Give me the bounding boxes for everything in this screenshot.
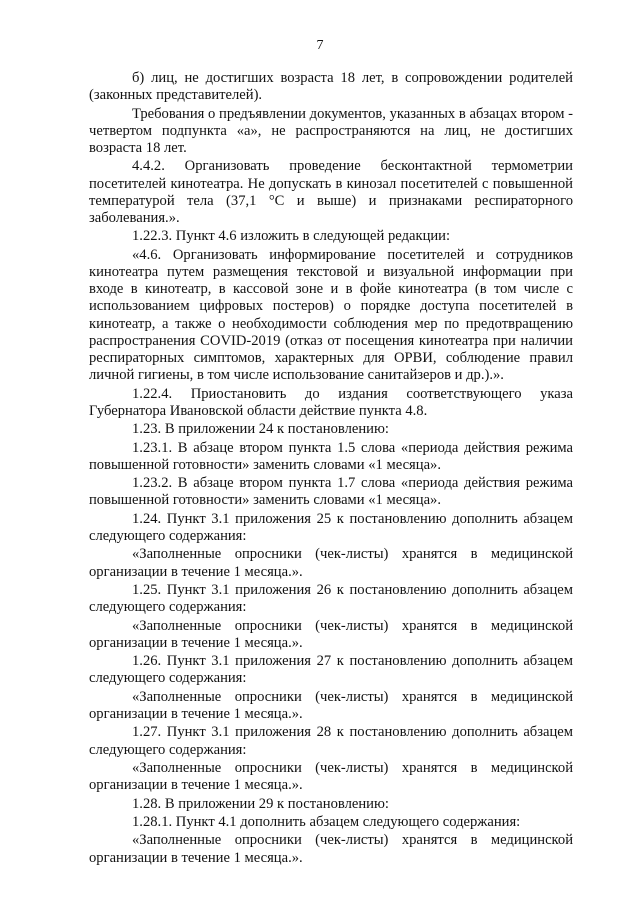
paragraph: 1.26. Пункт 3.1 приложения 27 к постановлению дополнить абзацем следующего содержания: — [89, 653, 573, 687]
paragraph: Требования о предъявлении документов, указанных в абзацах втором - четвертом подпункта «а», не распространяются на лиц, не достигших возраста 18 лет. — [89, 105, 573, 156]
paragraph: «Заполненные опросники (чек-листы) хранятся в медицинской организации в течение 1 месяца.». — [89, 688, 573, 722]
paragraph: 1.27. Пункт 3.1 приложения 28 к постановлению дополнить абзацем следующего содержания: — [89, 724, 573, 758]
paragraph: «4.6. Организовать информирование посетителей и сотрудников кинотеатра путем размещения текстовой и визуальной информации при входе в кинотеатр, в кассовой зоне и в фойе кинотеатра (в том числе с использованием цифровых постеров) о порядке доступа посетителей в кинотеатр, а также о необходимости соблюдения мер по предотвращению распространения COVID-2019 (отказ от посещения кинотеатра при наличии респираторных симптомов, характерных для ОРВИ, соблюдение правил личной гигиены, в том числе использование санитайзеров и др.).». — [89, 246, 573, 384]
paragraph: 1.23.1. В абзаце втором пункта 1.5 слова «периода действия режима повышенной готовности» заменить словами «1 месяца». — [89, 439, 573, 473]
paragraph: 1.22.3. Пункт 4.6 изложить в следующей редакции: — [132, 228, 451, 245]
paragraph: «Заполненные опросники (чек-листы) хранятся в медицинской организации в течение 1 месяца.». — [89, 832, 573, 866]
page-number: 7 — [316, 38, 324, 53]
paragraph: 1.22.4. Приостановить до издания соответствующего указа Губернатора Ивановской области действие пункта 4.8. — [89, 385, 573, 419]
paragraph: б) лиц, не достигших возраста 18 лет, в сопровождении родителей (законных представителей). — [89, 70, 573, 104]
paragraph: «Заполненные опросники (чек-листы) хранятся в медицинской организации в течение 1 месяца.». — [89, 617, 573, 651]
paragraph: 1.23. В приложении 24 к постановлению: — [132, 421, 389, 438]
paragraph: «Заполненные опросники (чек-листы) хранятся в медицинской организации в течение 1 месяца.». — [89, 759, 573, 794]
document-body — [89, 70, 573, 868]
paragraph: 1.28.1. Пункт 4.1 дополнить абзацем следующего содержания: — [132, 813, 521, 830]
paragraph: 4.4.2. Организовать проведение бесконтактной термометрии посетителей кинотеатра. Не допускать в кинозал посетителей с повышенной температурой тела (37,1 °С и выше) и признаками респираторного заболевания.». — [89, 158, 573, 226]
paragraph: 1.25. Пункт 3.1 приложения 26 к постановлению дополнить абзацем следующего содержания: — [89, 581, 573, 616]
paragraph: 1.23.2. В абзаце втором пункта 1.7 слова «периода действия режима повышенной готовности» заменить словами «1 месяца». — [89, 475, 573, 509]
paragraph: «Заполненные опросники (чек-листы) хранятся в медицинской организации в течение 1 месяца.». — [89, 546, 573, 580]
paragraph: 1.24. Пункт 3.1 приложения 25 к постановлению дополнить абзацем следующего содержания: — [89, 510, 573, 544]
paragraph: 1.28. В приложении 29 к постановлению: — [132, 795, 389, 812]
